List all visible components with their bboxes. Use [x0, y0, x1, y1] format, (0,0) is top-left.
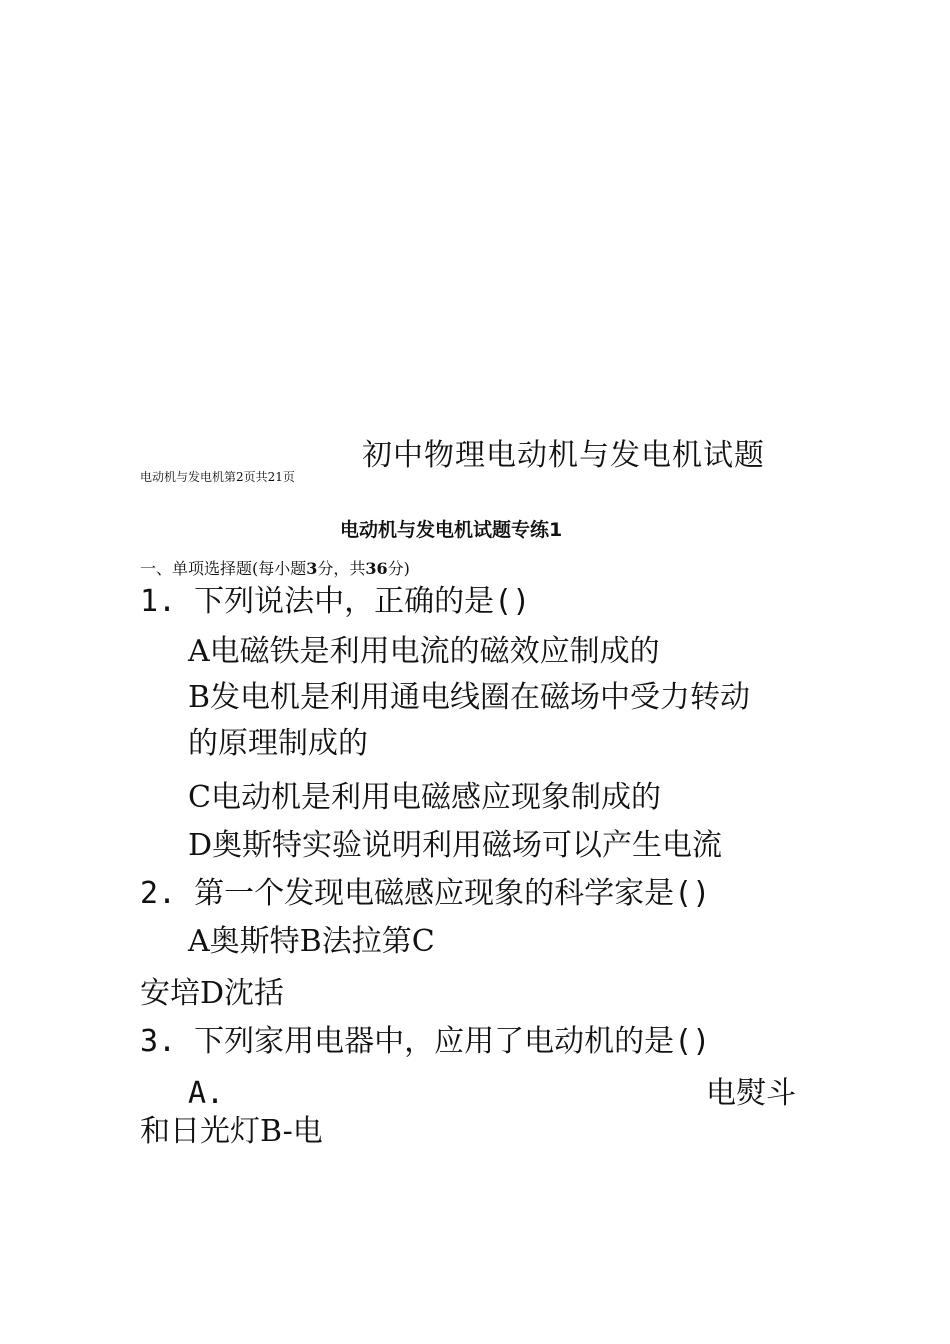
question-1-option-c: C电动机是利用电磁感应现象制成的 — [188, 780, 661, 815]
section-prefix: 一、单项选择题(每小题 — [140, 559, 307, 578]
section-suffix: 分) — [387, 559, 410, 578]
question-3-option-a-label: A. — [188, 1076, 225, 1111]
question-2-options-line-1: A奥斯特B法拉第C — [188, 924, 435, 959]
question-2-options-line-2: 安培D沈括 — [140, 976, 285, 1011]
question-1-option-a: A电磁铁是利用电流的磁效应制成的 — [188, 634, 660, 669]
section-points-total: 36 — [365, 559, 388, 578]
exercise-subtitle: 电动机与发电机试题专练1 — [340, 519, 563, 541]
question-1-option-b-continued: 的原理制成的 — [188, 726, 368, 761]
question-1-option-b: B发电机是利用通电线圈在磁场中受力转动 — [188, 680, 751, 715]
question-2-stem: 2. 第一个发现电磁感应现象的科学家是() — [140, 876, 711, 911]
section-points-each: 3 — [306, 559, 318, 578]
section-heading — [140, 556, 410, 579]
question-1-option-d: D奥斯特实验说明利用磁场可以产生电流 — [188, 828, 723, 863]
document-title: 初中物理电动机与发电机试题 — [362, 438, 765, 473]
section-middle: 分，共 — [317, 559, 366, 578]
question-3-stem: 3. 下列家用电器中，应用了电动机的是() — [140, 1024, 711, 1059]
page-info: 电动机与发电机第2页共21页 — [140, 470, 295, 484]
question-3-option-a-text: 电熨斗 — [706, 1076, 796, 1111]
question-3-options-continued: 和日光灯B-电 — [140, 1114, 323, 1149]
question-1-stem: 1. 下列说法中，正确的是() — [140, 584, 531, 619]
